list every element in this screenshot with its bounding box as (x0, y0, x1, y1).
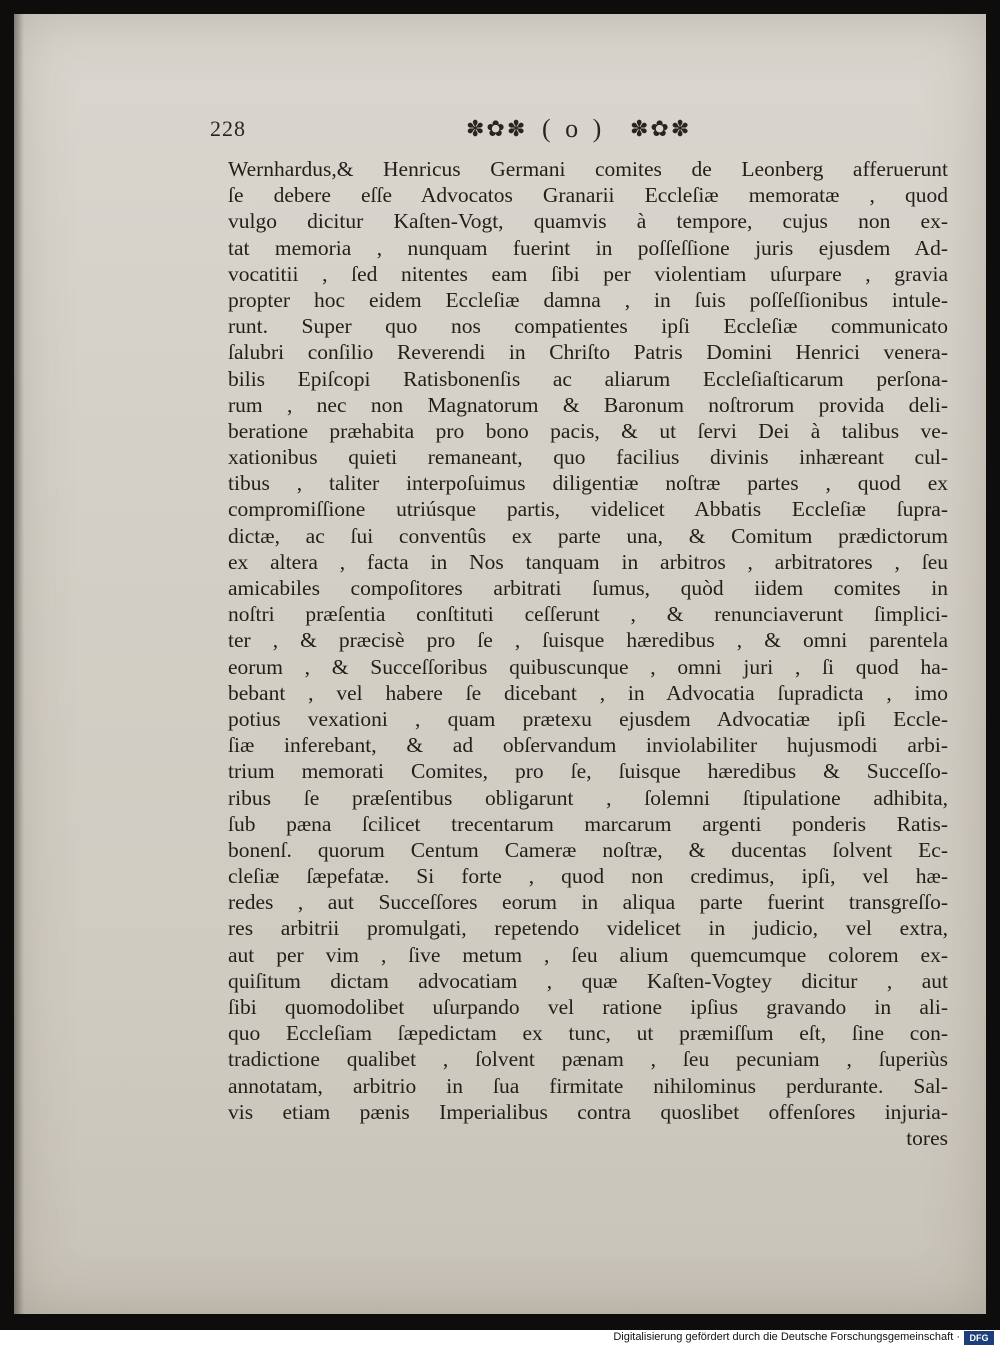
text-line: Wernhardus,& Henricus Germani comites de Leonberg afferuerunt (228, 157, 948, 181)
page-gutter-shadow (14, 14, 24, 1314)
text-line: beratione præhabita pro bono pacis, & ut ſervi Dei à talibus ve- (228, 418, 948, 443)
text-line: ſalubri conſilio Reverendi in Chriſto Patris Domini Henrici venera- (228, 340, 948, 365)
text-line: aut per vim , ſive metum , ſeu alium quemcumque colorem ex- (228, 942, 948, 967)
text-line: ex altera , facta in Nos tanquam in arbitros , arbitratores , ſeu (228, 549, 948, 574)
text-line: quiſitum dictam advocatiam , quæ Kaſten-Vogtey dicitur , aut (228, 968, 948, 993)
text-line: quo Eccleſiam ſæpedictam ex tunc, ut præmiſſum eſt, ſine con- (228, 1021, 948, 1046)
text-line: tat memoria , nunquam fuerint in poſſeſſione juris ejusdem Ad- (228, 235, 948, 260)
text-line: noſtri præſentia conſtituti ceſſerunt , & renunciaverunt ſimplici- (228, 602, 948, 627)
text-line: res arbitrii promulgati, repetendo videlicet in judicio, vel extra, (228, 916, 948, 941)
text-line: annotatam, arbitrio in ſua firmitate nihilominus perdurante. Sal- (228, 1073, 948, 1098)
text-line: ter , & præcisè pro ſe , ſuisque hæredibus , & omni parentela (228, 628, 948, 653)
text-line: propter hoc eidem Eccleſiæ damna , in ſuis poſſeſſionibus intule- (228, 287, 948, 312)
text-line: dictæ, ac ſui conventûs ex parte una, & Comitum prædictorum (228, 523, 948, 548)
body-text (228, 156, 948, 1151)
text-line: cleſiæ ſæpefatæ. Si forte , quod non credimus, ipſi, vel hæ- (228, 864, 948, 889)
catchword: tores (906, 1125, 948, 1150)
folio-mark: ( o ) (542, 114, 606, 143)
page-number: 228 (210, 116, 246, 141)
text-line: vis etiam pænis Imperialibus contra quoslibet offenſores injuria- (228, 1099, 948, 1124)
text-line: trium memorati Comites, pro ſe, ſuisque hæredibus & Succeſſo- (228, 759, 948, 784)
text-line: tradictione qualibet , ſolvent pænam , ſeu pecuniam , ſuperiùs (228, 1047, 948, 1072)
page-header (210, 112, 710, 146)
text-line: tibus , taliter interpoſuimus diligentiæ noſtræ partes , quod ex (228, 471, 948, 496)
text-line: amicabiles compoſitores arbitrati ſumus, quòd iidem comites in (228, 576, 948, 600)
text-line: vulgo dicitur Kaſten-Vogt, quamvis à tempore, cujus non ex- (228, 209, 948, 234)
text-line: rum , nec non Magnatorum & Baronum noſtrorum provida deli- (228, 392, 948, 417)
ornament-left-icon: ✽✿✽ (466, 116, 528, 141)
text-line: vocatitii , ſed nitentes eam ſibi per violentiam uſurpare , gravia (228, 261, 948, 286)
text-line: compromiſſione utriúsque partis, videlicet Abbatis Eccleſiæ ſupra- (228, 497, 948, 522)
text-line: bonenſ. quorum Centum Cameræ noſtræ, & ducentas ſolvent Ec- (228, 837, 948, 862)
text-line: ſiæ inferebant, & ad obſervandum inviolabiliter hujusmodi arbi- (228, 733, 948, 758)
text-line: potius vexationi , quam prætexu ejusdem Advocatiæ ipſi Eccle- (228, 706, 948, 731)
text-line: ſe debere eſſe Advocatos Granarii Eccleſiæ memoratæ , quod (228, 183, 948, 208)
text-line: bilis Epiſcopi Ratisbonenſis ac aliarum Eccleſiaſticarum perſona- (228, 366, 948, 391)
text-line: ribus ſe præſentibus obligarunt , ſolemni ſtipulatione adhibita, (228, 785, 948, 810)
text-line: redes , aut Succeſſores eorum in aliqua parte fuerint transgreſſo- (228, 890, 948, 915)
dfg-logo-icon: DFG (964, 1331, 994, 1345)
text-line: eorum , & Succeſſoribus quibuscunque , omni juri , ſi quod ha- (228, 654, 948, 679)
text-line: xationibus quieti remaneant, quo facilius divinis inhæreant cul- (228, 445, 948, 470)
text-line: ſub pæna ſcilicet trecentarum marcarum argenti ponderis Ratis- (228, 811, 948, 836)
footer-credit: Digitalisierung gefördert durch die Deutsche Forschungsgemeinschaft · (613, 1331, 960, 1343)
text-line: ſibi quomodolibet uſurpando vel ratione ipſius gravando in ali- (228, 995, 948, 1019)
ornament-right-icon: ✽✿✽ (630, 116, 692, 141)
digitization-footer (0, 1330, 1000, 1347)
text-line: runt. Super quo nos compatientes ipſi Eccleſiæ communicato (228, 314, 948, 339)
text-line: bebant , vel habere ſe dicebant , in Advocatia ſupradicta , imo (228, 680, 948, 705)
